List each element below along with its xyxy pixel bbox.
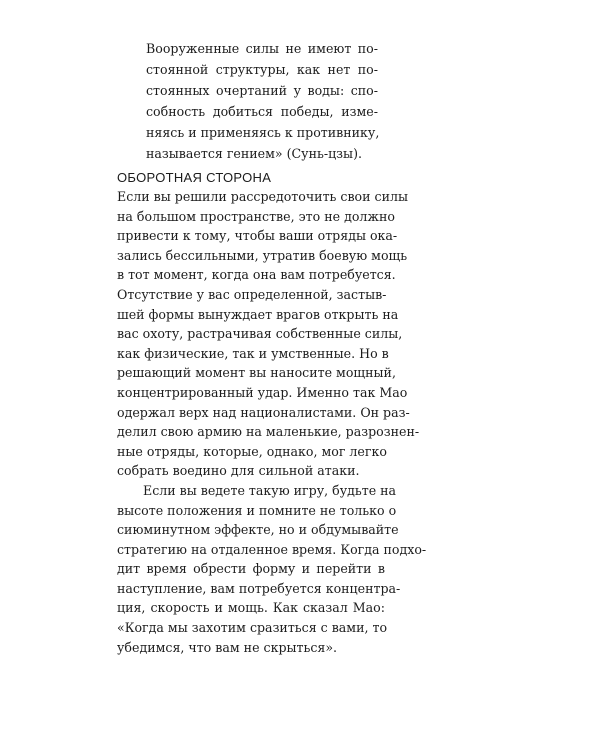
quote-line: называется гением» (Сунь-цзы). xyxy=(146,146,362,161)
text-line: высоте положения и помните не только о xyxy=(117,502,397,518)
text-line: решающий момент вы наносите мощный, xyxy=(117,365,396,381)
text-line: как физические, так и умственные. Но в xyxy=(117,345,389,361)
text-line: делил свою армию на маленькие, разрознен- xyxy=(117,424,420,440)
quote-line: Вооруженные силы не имеют по- xyxy=(146,41,378,56)
paragraph-1 xyxy=(117,187,420,481)
quote-line: стоянных очертаний у воды: спо- xyxy=(146,83,378,98)
text-line: убедимся, что вам не скрыться». xyxy=(117,639,338,655)
text-line: зались бессильными, утратив боевую мощь xyxy=(117,247,408,263)
text-line: ные отряды, которые, однако, мог легко xyxy=(117,443,387,459)
quote-line: стоянной структуры, как нет по- xyxy=(146,62,378,77)
epigraph-quote xyxy=(146,38,378,164)
text-line: «Когда мы захотим сразиться с вами, то xyxy=(117,620,388,636)
text-line: дит время обрести форму и перейти в xyxy=(117,561,385,577)
paragraph-2 xyxy=(117,481,427,657)
text-line: на большом пространстве, это не должно xyxy=(117,208,395,224)
text-line: концентрированный удар. Именно так Мао xyxy=(117,384,408,400)
text-line: стратегию на отдаленное время. Когда подхо- xyxy=(117,541,427,557)
text-line: собрать воедино для сильной атаки. xyxy=(117,463,360,479)
text-line: Если вы ведете такую игру, будьте на xyxy=(143,482,397,498)
text-line: ция, скорость и мощь. Как сказал Мао: xyxy=(117,600,385,616)
quote-line: собность добиться победы, изме- xyxy=(146,104,378,119)
text-line: вас охоту, растрачивая собственные силы, xyxy=(117,326,403,342)
text-line: сиюминутном эффекте, но и обдумывайте xyxy=(117,522,399,538)
text-line: наступление, вам потребуется концентра- xyxy=(117,580,401,596)
quote-line: няясь и применяясь к противнику, xyxy=(146,125,380,140)
text-line: привести к тому, чтобы ваши отряды ока- xyxy=(117,228,398,244)
text-line: Отсутствие у вас определенной, застыв- xyxy=(117,286,387,302)
text-line: шей формы вынуждает врагов открыть на xyxy=(117,306,399,322)
reversal-section xyxy=(117,169,427,657)
text-line: одержал верх над националистами. Он раз- xyxy=(117,404,410,420)
section-heading: ОБОРОТНАЯ СТОРОНА xyxy=(117,170,272,185)
text-line: Если вы решили рассредоточить свои силы xyxy=(117,189,408,204)
text-line: в тот момент, когда она вам потребуется. xyxy=(117,267,396,283)
